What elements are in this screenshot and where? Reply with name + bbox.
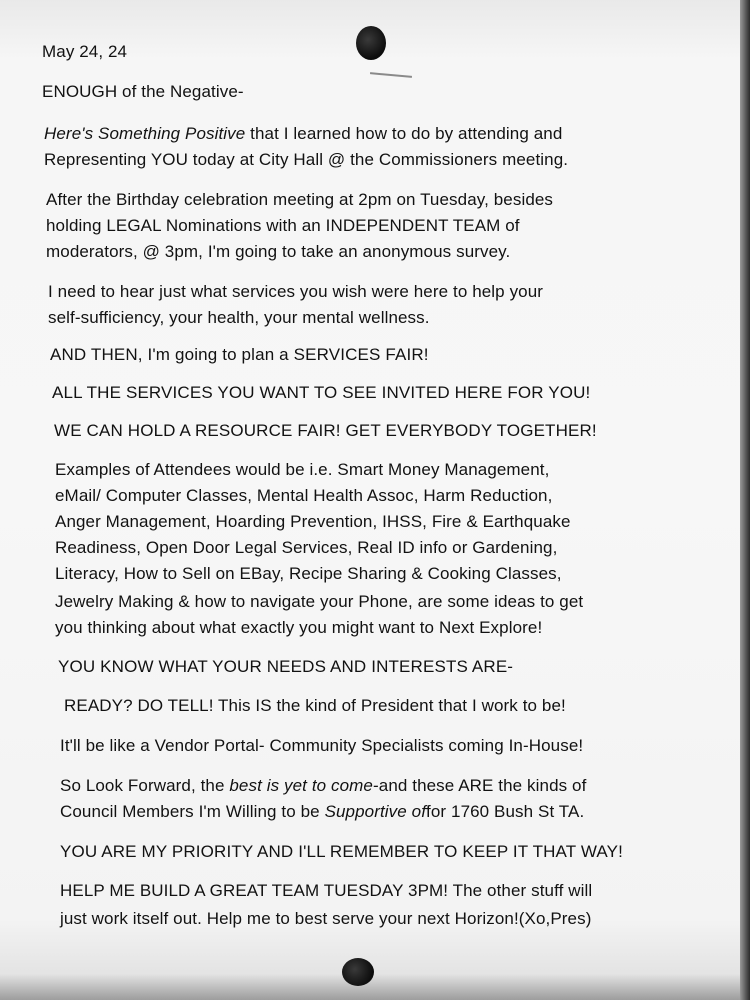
- punch-hole-top: [356, 26, 386, 60]
- paragraph-7-line-4: Readiness, Open Door Legal Services, Real ID info or Gardening,: [55, 538, 558, 557]
- paragraph-6: WE CAN HOLD A RESOURCE FAIR! GET EVERYBODY TOGETHER!: [54, 421, 597, 440]
- text-span: -and these ARE the kinds of: [373, 776, 587, 795]
- paragraph-7-line-7: you thinking about what exactly you might want to Next Explore!: [55, 618, 543, 637]
- paragraph-2-line-3: moderators, @ 3pm, I'm going to take an anonymous survey.: [46, 242, 511, 261]
- letter-heading: ENOUGH of the Negative-: [42, 82, 244, 101]
- text-span: that I learned how to do by attending and: [245, 124, 563, 143]
- italic-phrase: best is yet to come: [229, 776, 373, 795]
- paragraph-3-line-2: self-sufficiency, your health, your mental wellness.: [48, 308, 430, 327]
- paper-mark: [370, 72, 412, 78]
- text-span: Council Members I'm Willing to be: [60, 802, 325, 821]
- paragraph-11-line-1: [60, 776, 586, 796]
- paragraph-3-line-1: I need to hear just what services you wish were here to help your: [48, 282, 544, 301]
- bottom-shadow: [0, 974, 740, 1000]
- paragraph-7-line-3: Anger Management, Hoarding Prevention, IHSS, Fire & Earthquake: [55, 512, 571, 531]
- paragraph-2-line-2: holding LEGAL Nominations with an INDEPENDENT TEAM of: [46, 216, 520, 235]
- paragraph-12: YOU ARE MY PRIORITY AND I'LL REMEMBER TO KEEP IT THAT WAY!: [60, 842, 624, 861]
- paragraph-2-line-1: After the Birthday celebration meeting at 2pm on Tuesday, besides: [46, 190, 554, 209]
- paragraph-13-line-1: HELP ME BUILD A GREAT TEAM TUESDAY 3PM! The other stuff will: [60, 881, 593, 900]
- paragraph-7-line-6: Jewelry Making & how to navigate your Phone, are some ideas to get: [55, 592, 584, 611]
- paragraph-7-line-1: Examples of Attendees would be i.e. Smart Money Management,: [55, 460, 550, 479]
- paragraph-7-line-5: Literacy, How to Sell on EBay, Recipe Sharing & Cooking Classes,: [55, 564, 562, 583]
- paragraph-11-line-2: [60, 802, 584, 822]
- paragraph-10: It'll be like a Vendor Portal- Community Specialists coming In-House!: [60, 736, 584, 755]
- right-edge-shadow: [740, 0, 750, 1000]
- paragraph-4: AND THEN, I'm going to plan a SERVICES FAIR!: [50, 345, 429, 364]
- paragraph-1-line-1: [44, 124, 562, 144]
- paragraph-7-line-2: eMail/ Computer Classes, Mental Health Assoc, Harm Reduction,: [55, 486, 553, 505]
- italic-phrase: Supportive of: [324, 802, 427, 821]
- paragraph-9: READY? DO TELL! This IS the kind of President that I work to be!: [64, 696, 566, 715]
- paragraph-5: ALL THE SERVICES YOU WANT TO SEE INVITED HERE FOR YOU!: [52, 383, 591, 402]
- paragraph-13-line-2: just work itself out. Help me to best serve your next Horizon!(Xo,Pres): [60, 909, 592, 928]
- text-span: for 1760 Bush St TA.: [426, 802, 585, 821]
- paragraph-8: YOU KNOW WHAT YOUR NEEDS AND INTERESTS ARE-: [58, 657, 514, 676]
- text-span: So Look Forward, the: [60, 776, 230, 795]
- letter-date: May 24, 24: [42, 42, 128, 61]
- italic-phrase: Here's Something Positive: [44, 124, 246, 143]
- paragraph-1-line-2: Representing YOU today at City Hall @ the Commissioners meeting.: [44, 150, 569, 169]
